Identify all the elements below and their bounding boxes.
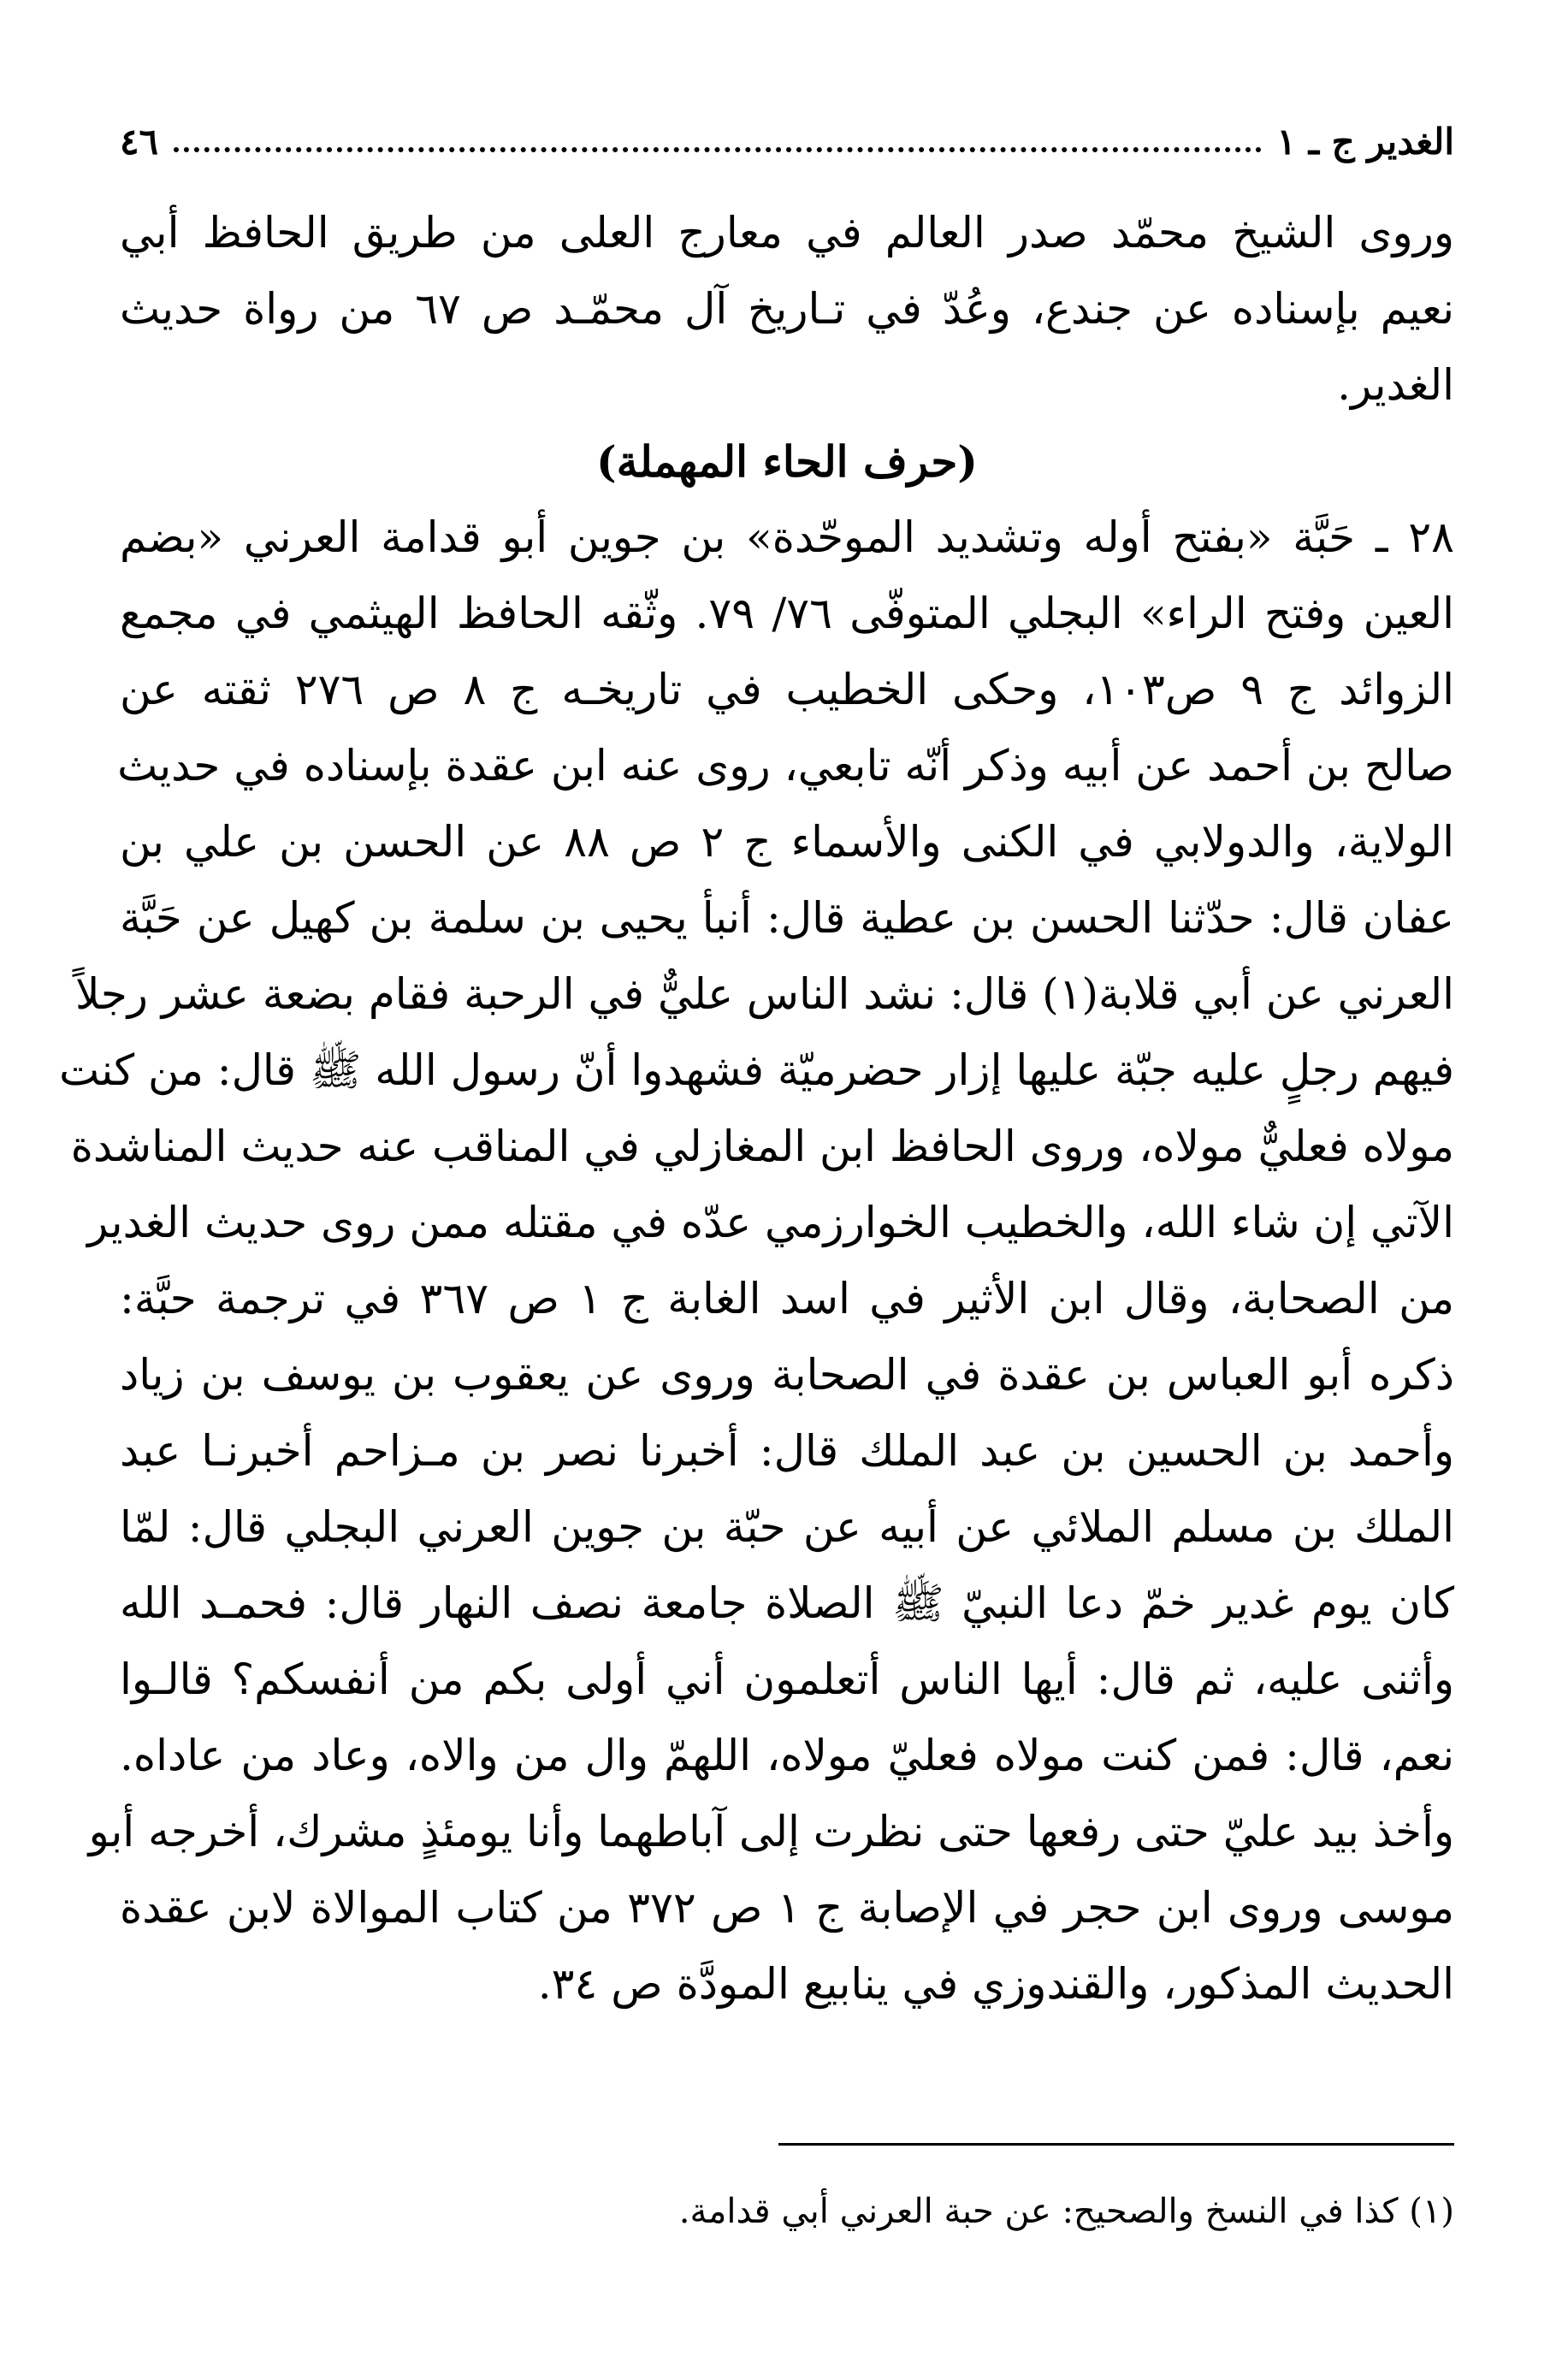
page-header [120, 107, 1454, 175]
header-dot-leader [174, 147, 1261, 152]
text-line: موسى وروى ابن حجر في الإصابة ج ١ ص ٣٧٢ من كتاب الموالاة لابن عقدة [120, 1883, 1454, 1933]
running-title: الغدير ج ـ ١ [1276, 120, 1454, 163]
text-line: العين وفتح الراء» البجلي المتوفّى ٧٦/ ٧٩. وثّقه الحافظ الهيثمي في مجمع [120, 589, 1454, 638]
text-line: كان يوم غدير خمّ دعا النبيّ ﷺ الصلاة جامعة نصف النهار قال: فحمـد الله [120, 1578, 1454, 1628]
text-line: عفان قال: حدّثنا الحسن بن عطية قال: أنبأ يحيى بن سلمة بن كهيل عن حَبَّة [120, 893, 1454, 943]
text-line: نعم، قال: فمن كنت مولاه فعليّ مولاه، اللهمّ وال من والاه، وعاد من عاداه. [120, 1731, 1454, 1780]
text-line: فيهم رجلٍ عليه جبّة عليها إزار حضرميّة فشهدوا أنّ رسول الله ﷺ قال: من كنت [59, 1045, 1454, 1095]
text-line: الملك بن مسلم الملائي عن أبيه عن حبّة بن جوين العرني البجلي قال: لمّا [120, 1502, 1454, 1552]
text-line: وأخذ بيد عليّ حتى رفعها حتى نظرت إلى آباطهما وأنا يومئذٍ مشرك، أخرجه أبو [88, 1807, 1454, 1856]
text-line: ٢٨ ـ حَبَّة «بفتح أوله وتشديد الموحّدة» بن جوين أبو قدامة العرني «بضم [120, 512, 1454, 562]
text-line: الغدير. [1337, 360, 1454, 410]
text-line: الحديث المذكور، والقندوزي في ينابيع المودَّة ص ٣٤. [537, 1959, 1454, 2009]
text-line: من الصحابة، وقال ابن الأثير في اسد الغابة ج ١ ص ٣٦٧ في ترجمة حبَّة: [120, 1274, 1454, 1323]
text-line: العرني عن أبي قلابة(١) قال: نشد الناس عليٌّ في الرحبة فقام بضعة عشر رجلاً [75, 969, 1454, 1019]
text-line: وروى الشيخ محمّد صدر العالم في معارج العلى من طريق الحافظ أبي [120, 208, 1454, 258]
section-heading: (حرف الحاء المهملة) [596, 436, 978, 487]
text-line: ذكره أبو العباس بن عقدة في الصحابة وروى عن يعقوب بن يوسف بن زياد [120, 1350, 1454, 1400]
text-line: الزوائد ج ٩ ص١٠٣، وحكى الخطيب في تاريخـه ج ٨ ص ٢٧٦ ثقته عن [120, 665, 1454, 714]
page-body [59, 195, 1454, 2022]
text-line: الآتي إن شاء الله، والخطيب الخوارزمي عدّه في مقتله ممن روى حديث الغدير [87, 1198, 1454, 1247]
text-line: صالح بن أحمد عن أبيه وذكر أنّه تابعي، روى عنه ابن عقدة بإسناده في حديث [117, 741, 1454, 790]
text-line: الولاية، والدولابي في الكنى والأسماء ج ٢ ص ٨٨ عن الحسن بن علي بن [120, 817, 1454, 867]
footnote: (١) كذا في النسخ والصحيح: عن حبة العرني أبي قدامة. [678, 2192, 1454, 2231]
footnote-separator [778, 2143, 1454, 2146]
page-number: ٤٦ [120, 120, 159, 163]
text-line: وأحمد بن الحسين بن عبد الملك قال: أخبرنا نصر بن مـزاحم أخبرنـا عبد [120, 1426, 1454, 1476]
text-line: مولاه فعليٌّ مولاه، وروى الحافظ ابن المغازلي في المناقب عنه حديث المناشدة [70, 1122, 1454, 1171]
text-line: نعيم بإسناده عن جندع، وعُدّ في تـاريخ آل محمّـد ص ٦٧ من رواة حديث [120, 284, 1454, 334]
text-line: وأثنى عليه، ثم قال: أيها الناس أتعلمون أني أولى بكم من أنفسكم؟ قالـوا [120, 1655, 1454, 1704]
